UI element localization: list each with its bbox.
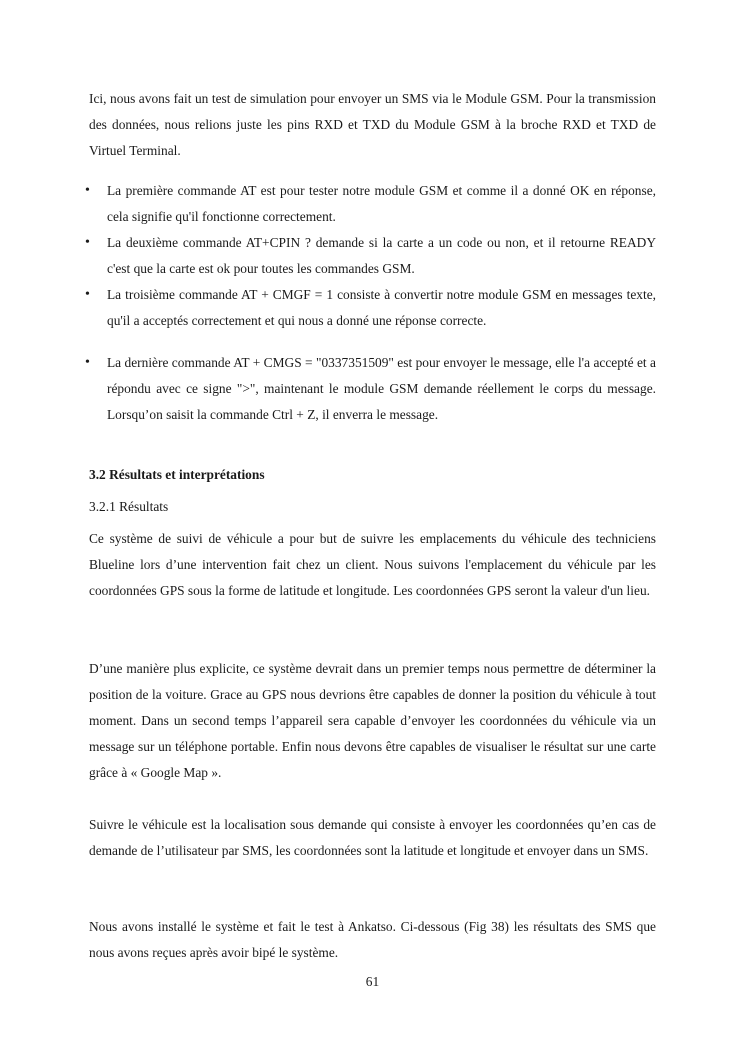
list-item: • La première commande AT est pour tester notre module GSM et comme il a donné OK en réponse, cela signifie qu'il fonctionne correctement. — [89, 178, 656, 230]
command-list-a — [89, 178, 656, 334]
list-item: • La deuxième commande AT+CPIN ? demande si la carte a un code ou non, et il retourne READY c'est que la carte est ok pour toutes les commandes GSM. — [89, 230, 656, 282]
list-item: • La dernière commande AT + CMGS = "0337351509" est pour envoyer le message, elle l'a accepté et a répondu avec ce signe ">", maintenant le module GSM demande réellement le corps du message. Lorsqu’on saisit la commande Ctrl + Z, il enverra le message. — [89, 350, 656, 428]
section-heading: 3.2 Résultats et interprétations — [89, 467, 265, 482]
results-paragraph-3: Suivre le véhicule est la localisation sous demande qui consiste à envoyer les coordonnées qu’en cas de demande de l’utilisateur par SMS, les coordonnées sont la latitude et longitude et envoyer dans un SMS. — [89, 817, 656, 858]
subsection-heading: 3.2.1 Résultats — [89, 499, 169, 514]
results-paragraph-4: Nous avons installé le système et fait le test à Ankatso. Ci-dessous (Fig 38) les résultats des SMS que nous avons reçues après avoir bipé le système. — [89, 919, 656, 960]
list-item: • La troisième commande AT + CMGF = 1 consiste à convertir notre module GSM en messages texte, qu'il a acceptés correctement et qui nous a donné une réponse correcte. — [89, 282, 656, 334]
results-paragraph-1: Ce système de suivi de véhicule a pour but de suivre les emplacements du véhicule des techniciens Blueline lors d’une intervention fait chez un client. Nous suivons l'emplacement du véhicule par les coordonnées GPS sous la forme de latitude et longitude. Les coordonnées GPS seront la valeur d'un lieu. — [89, 531, 656, 598]
intro-paragraph: Ici, nous avons fait un test de simulation pour envoyer un SMS via le Module GSM. Pour la transmission des données, nous relions juste les pins RXD et TXD du Module GSM à la broche RXD et TXD de Virtuel Terminal. — [89, 91, 656, 158]
command-list-b — [89, 350, 656, 428]
results-paragraph-2: D’une manière plus explicite, ce système devrait dans un premier temps nous permettre de déterminer la position de la voiture. Grace au GPS nous devrions être capables de donner la position du véhicule à tout moment. Dans un second temps l’appareil sera capable d’envoyer les coordonnées du véhicule via un message sur un téléphone portable. Enfin nous devons être capables de visualiser le résultat sur une carte grâce à « Google Map ». — [89, 661, 656, 780]
page-number: 61 — [365, 974, 380, 989]
